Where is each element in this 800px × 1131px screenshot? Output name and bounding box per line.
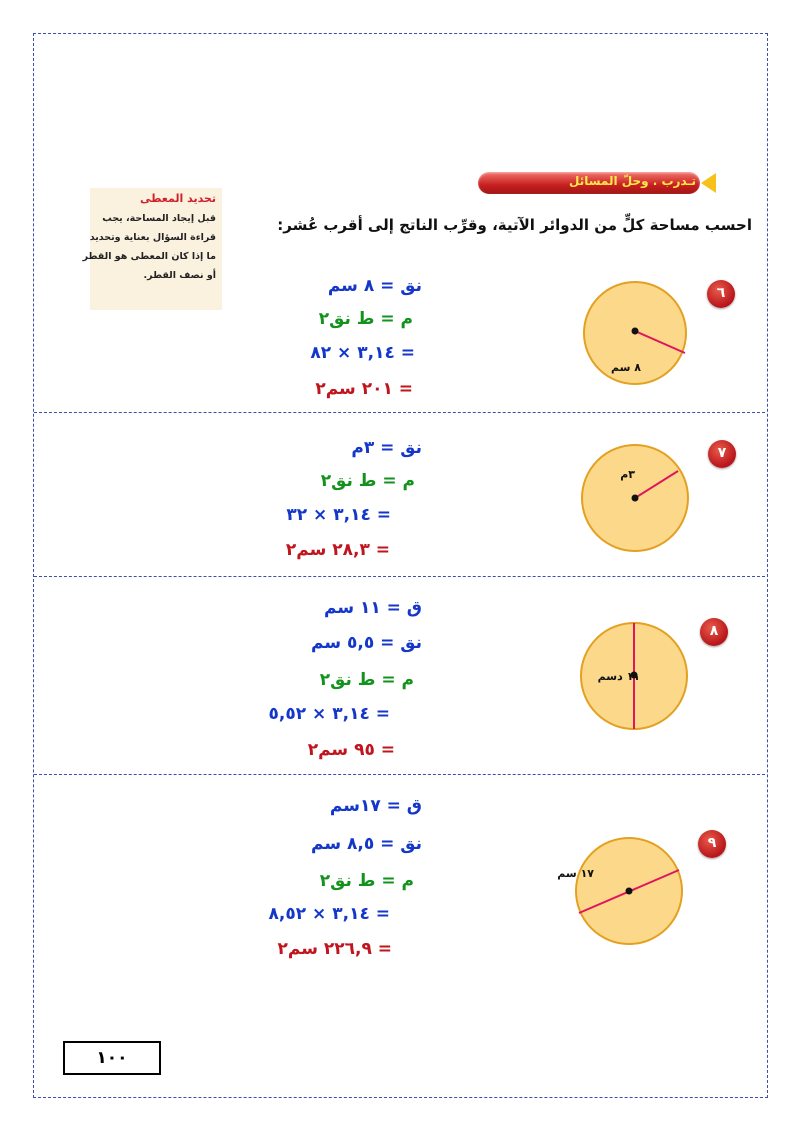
solution-line: = ٣,١٤ × ٨٢ [310, 343, 415, 363]
solution-line: = ٢٨,٣ سم٢ [285, 540, 390, 560]
circle-diagram [583, 281, 687, 385]
solution-line: = ٩٥ سم٢ [307, 740, 395, 760]
circle-label: ١٧ سم [557, 867, 594, 880]
circle-label: ١١ دسم [597, 670, 640, 683]
solution-line: = ٢٢٦,٩ سم٢ [277, 939, 392, 959]
note-line: قبل إيجاد المساحة، يجب [102, 213, 216, 224]
note-line: قراءة السؤال بعناية وتحديد [89, 232, 216, 243]
sidebar-note [82, 188, 222, 310]
section-divider [34, 412, 765, 413]
solution-line: م = ط نق٢ [320, 471, 415, 491]
circle-label: ٨ سم [611, 361, 641, 374]
solution-line: نق = ٥,٥ سم [311, 633, 422, 653]
solution-line: = ٣,١٤ × ٨,٥٢ [268, 904, 390, 924]
solution-line: = ٢٠١ سم٢ [315, 379, 413, 399]
banner-arrow-icon [701, 173, 716, 193]
solution-line: ق = ١٧سم [329, 796, 422, 816]
circle-label: ٣م [620, 468, 635, 481]
solution-line: = ٣,١٤ × ٣٢ [286, 505, 391, 525]
solution-line: نق = ٨ سم [327, 276, 422, 296]
solution-line: م = ط نق٢ [319, 670, 414, 690]
solution-line: نق = ٨,٥ سم [311, 834, 422, 854]
section-divider [34, 774, 765, 775]
banner-label: تـدرب . وحلّ المسائل [568, 174, 696, 188]
section-banner [478, 172, 716, 194]
page-number: ١٠٠ [63, 1041, 161, 1075]
solution-line: نق = ٣م [351, 438, 422, 458]
problem-number-badge: ٧ [708, 440, 736, 468]
note-title: تحديد المعطى [139, 192, 216, 205]
problem-number-badge: ٩ [698, 830, 726, 858]
note-line: أو نصف القطر. [143, 270, 216, 281]
note-line: ما إذا كان المعطى هو القطر [82, 251, 216, 262]
section-divider [34, 576, 765, 577]
circle-diagram [557, 837, 684, 945]
solution-line: ق = ١١ سم [323, 598, 422, 618]
solution-line: م = ط نق٢ [319, 871, 414, 891]
circle-diagram [580, 622, 688, 730]
solution-line: م = ط نق٢ [318, 309, 413, 329]
problem-number-badge: ٨ [700, 618, 728, 646]
solution-line: = ٣,١٤ × ٥,٥٢ [268, 704, 390, 724]
problem-number-badge: ٦ [707, 280, 735, 308]
instruction-text: احسب مساحة كلٍّ من الدوائر الآتية، وقرِّب الناتج إلى أقرب عُشر: [277, 216, 752, 234]
circle-diagram [580, 444, 690, 552]
